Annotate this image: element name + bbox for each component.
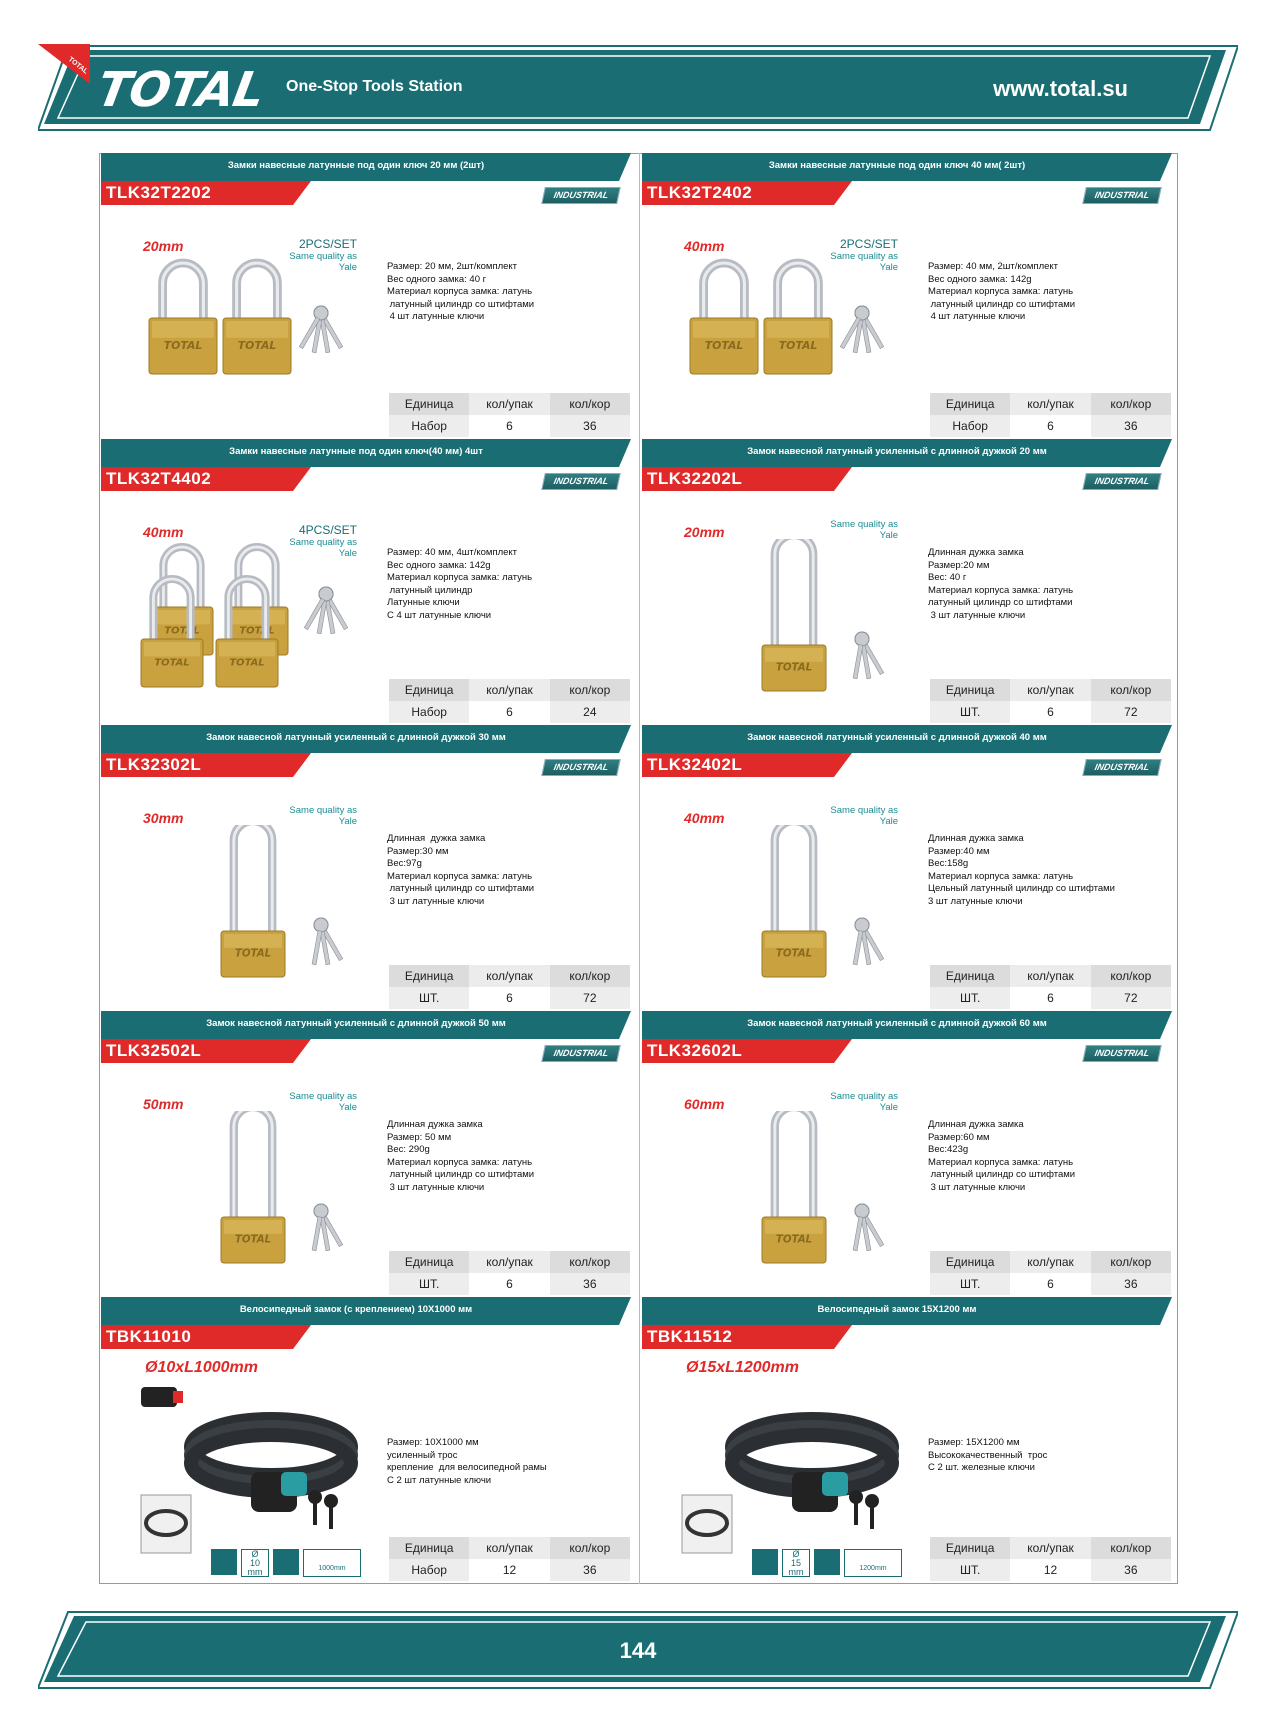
product-title: Замок навесной латунный усиленный с длинной дужкой 50 мм — [206, 1018, 506, 1029]
table-header-row — [930, 679, 1171, 701]
product-description — [387, 1437, 627, 1487]
col-header-unit: Единица — [930, 1537, 1010, 1559]
col-header-per-pack: кол/упак — [469, 393, 549, 415]
table-header-row — [389, 393, 630, 415]
per-pack-cell: 6 — [1010, 1273, 1090, 1295]
industrial-badge: INDUSTRIAL — [541, 759, 621, 776]
product-title-bar — [642, 153, 1172, 181]
size-label: 40mm — [684, 238, 725, 254]
description-line: Длинная дужка замка — [387, 1119, 483, 1130]
table-row — [930, 987, 1171, 1009]
per-box-cell: 36 — [1091, 1273, 1171, 1295]
svg-text:TOTAL: TOTAL — [234, 1233, 272, 1246]
col-header-per-box: кол/кор — [1091, 1251, 1171, 1273]
product-description — [928, 1119, 1168, 1194]
description-line: Материал корпуса замка: латунь — [928, 286, 1074, 297]
same-quality-note: Same quality as Yale — [830, 251, 898, 273]
description-line: латунный цилиндр со штифтами — [928, 597, 1073, 608]
description-line: Размер: 10X1000 мм — [387, 1437, 479, 1448]
description-line: 3 шт латунные ключи — [928, 895, 1023, 907]
unit-cell: Набор — [389, 1559, 469, 1581]
packaging-table — [930, 1537, 1171, 1581]
same-quality-note: Same quality as Yale — [830, 519, 898, 541]
svg-text:TOTAL: TOTAL — [778, 338, 818, 352]
svg-text:TOTAL: TOTAL — [775, 947, 813, 960]
product-title: Замок навесной латунный усиленный с длинной дужкой 60 мм — [747, 1018, 1047, 1029]
page-number: 144 — [619, 1638, 657, 1663]
padlock-image — [131, 253, 371, 433]
col-header-per-pack: кол/упак — [1010, 393, 1090, 415]
product-description — [387, 1119, 627, 1194]
industrial-badge: INDUSTRIAL — [541, 473, 621, 490]
description-line: 3 шт латунные ключи — [928, 609, 1026, 621]
svg-text:TOTAL: TOTAL — [775, 661, 813, 674]
unit-cell: ШТ. — [930, 1273, 1010, 1295]
description-line: латунный цилиндр со штифтами — [387, 1169, 535, 1180]
brand-logo[interactable]: TOTAL — [93, 62, 269, 118]
description-line: 3 шт латунные ключи — [387, 895, 485, 907]
pieces-per-set: 4PCS/SET — [298, 523, 357, 537]
description-line: Размер: 20 мм, 2шт/комплект — [387, 261, 518, 272]
size-label: 20mm — [143, 238, 184, 254]
unit-cell: ШТ. — [930, 1559, 1010, 1581]
product-description — [387, 547, 627, 622]
description-line: С 4 шт латунные ключи — [387, 609, 492, 621]
description-line: Материал корпуса замка: латунь — [387, 572, 533, 583]
table-header-row — [389, 1251, 630, 1273]
size-label: 40mm — [684, 810, 725, 826]
product-code: TLK32502L — [106, 1041, 202, 1060]
unit-cell: ШТ. — [930, 701, 1010, 723]
frame-mount-icon — [141, 1387, 177, 1407]
product-title: Замок навесной латунный усиленный с длинной дужкой 20 мм — [747, 446, 1047, 457]
table-row — [389, 701, 630, 723]
table-row — [930, 415, 1171, 437]
product-card[interactable] — [642, 1011, 1172, 1297]
product-title-bar — [642, 439, 1172, 467]
per-box-cell: 72 — [1091, 701, 1171, 723]
product-code: TLK32T4402 — [106, 469, 212, 488]
padlock-image — [672, 825, 912, 1005]
description-line: усиленный трос — [387, 1449, 458, 1461]
description-line: крепление для велосипедной рамы — [387, 1462, 547, 1473]
table-row — [389, 987, 630, 1009]
description-line: Цельный латунный цилиндр со штифтами — [928, 883, 1115, 894]
cable-spec-icon — [273, 1549, 299, 1575]
industrial-badge: INDUSTRIAL — [1082, 1045, 1162, 1062]
pieces-per-set: 2PCS/SET — [298, 237, 357, 251]
svg-text:TOTAL: TOTAL — [154, 657, 190, 669]
col-header-unit: Единица — [930, 965, 1010, 987]
description-line: Материал корпуса замка: латунь — [387, 1156, 533, 1168]
description-line: латунный цилиндр со штифтами — [928, 298, 1076, 310]
product-title-bar — [101, 439, 631, 467]
product-card[interactable] — [101, 725, 631, 1011]
col-header-per-box: кол/кор — [1091, 679, 1171, 701]
product-code: TLK32302L — [106, 755, 202, 774]
table-header-row — [389, 1537, 630, 1559]
description-line: С 2 шт латунные ключи — [387, 1474, 492, 1486]
unit-cell: ШТ. — [389, 987, 469, 1009]
col-header-unit: Единица — [389, 393, 469, 415]
col-header-unit: Единица — [930, 393, 1010, 415]
description-line: Вес: 40 г — [928, 572, 967, 583]
size-label: Ø10xL1000mm — [145, 1359, 258, 1376]
product-code-tag — [642, 181, 852, 205]
product-code-tag — [101, 181, 311, 205]
same-quality-note: Same quality as Yale — [830, 805, 898, 827]
column-divider — [639, 153, 640, 1584]
size-label: 40mm — [143, 524, 184, 540]
description-line: Размер: 40 мм, 2шт/комплект — [928, 261, 1059, 272]
table-header-row — [389, 965, 630, 987]
padlock-image — [131, 825, 371, 1005]
cable-lock-image — [672, 1377, 932, 1577]
product-title: Замок навесной латунный усиленный с длинной дужкой 30 мм — [206, 732, 506, 743]
table-header-row — [930, 965, 1171, 987]
table-row — [389, 1559, 630, 1581]
per-pack-cell: 6 — [469, 987, 549, 1009]
per-box-cell: 36 — [1091, 415, 1171, 437]
product-title-bar — [642, 1011, 1172, 1039]
product-code-tag — [101, 753, 311, 777]
description-line: Вес: 290g — [387, 1144, 430, 1155]
product-description — [928, 1437, 1168, 1475]
product-title-bar — [101, 1011, 631, 1039]
product-code: TBK11512 — [647, 1327, 733, 1346]
product-title-bar — [101, 153, 631, 181]
size-label: 20mm — [684, 524, 725, 540]
col-header-per-box: кол/кор — [550, 679, 630, 701]
packaging-table — [389, 393, 630, 437]
product-card[interactable] — [642, 439, 1172, 725]
padlock-image — [672, 1111, 912, 1291]
tagline: One-Stop Tools Station — [286, 78, 463, 95]
product-title-bar — [642, 725, 1172, 753]
col-header-per-box: кол/кор — [1091, 965, 1171, 987]
product-card[interactable] — [642, 153, 1172, 439]
product-title: Замки навесные латунные под один ключ(40 мм) 4шт — [229, 446, 483, 457]
description-line: латунный цилиндр — [387, 584, 473, 596]
description-line: Материал корпуса замка: латунь — [387, 286, 533, 297]
padlock-image — [672, 253, 912, 433]
per-pack-cell: 12 — [1010, 1559, 1090, 1581]
product-title: Велосипедный замок (с креплением) 10X1000 мм — [239, 1304, 473, 1315]
description-line: Длинная дужка замка — [928, 1119, 1024, 1130]
description-line: Вес одного замка: 142g — [928, 273, 1032, 285]
product-card[interactable] — [642, 725, 1172, 1011]
size-label: 30mm — [143, 810, 184, 826]
size-label: Ø15xL1200mm — [686, 1359, 799, 1376]
col-header-per-box: кол/кор — [550, 393, 630, 415]
description-line: Вес:158g — [928, 858, 969, 869]
product-code: TBK11010 — [106, 1327, 192, 1346]
unit-cell: Набор — [930, 415, 1010, 437]
description-line: Материал корпуса замка: латунь — [387, 870, 533, 882]
description-line: Латунные ключи — [387, 597, 460, 608]
col-header-unit: Единица — [389, 679, 469, 701]
description-line: Размер: 50 мм — [387, 1131, 452, 1143]
product-card[interactable] — [101, 439, 631, 725]
description-line: латунный цилиндр со штифтами — [387, 298, 535, 310]
packaging-table — [930, 679, 1171, 723]
col-header-per-pack: кол/упак — [469, 679, 549, 701]
per-pack-cell: 6 — [469, 415, 549, 437]
description-line: С 2 шт. железные ключи — [928, 1462, 1035, 1473]
description-line: Материал корпуса замка: латунь — [928, 584, 1074, 596]
product-title-bar — [642, 1297, 1172, 1325]
length-spec-icon: 1200mm — [844, 1549, 902, 1577]
industrial-badge: INDUSTRIAL — [541, 187, 621, 204]
same-quality-note: Same quality as Yale — [289, 537, 357, 559]
per-pack-cell: 6 — [469, 701, 549, 723]
col-header-unit: Единица — [389, 1537, 469, 1559]
website-link[interactable]: www.total.su — [993, 76, 1128, 101]
description-line: 4 шт латунные ключи — [928, 311, 1026, 322]
description-line: 3 шт латунные ключи — [387, 1181, 485, 1193]
same-quality-note: Same quality as Yale — [289, 805, 357, 827]
svg-text:TOTAL: TOTAL — [234, 947, 272, 960]
product-code-tag — [642, 467, 852, 491]
pieces-per-set: 2PCS/SET — [839, 237, 898, 251]
packaging-table — [930, 965, 1171, 1009]
svg-text:TOTAL: TOTAL — [237, 338, 277, 352]
unit-cell: ШТ. — [389, 1273, 469, 1295]
packaging-table — [389, 965, 630, 1009]
diameter-spec-icon: Ø 15 mm — [782, 1549, 810, 1577]
cable-spec-icon — [814, 1549, 840, 1575]
product-description — [928, 833, 1168, 908]
svg-text:TOTAL: TOTAL — [229, 657, 265, 669]
table-header-row — [930, 1251, 1171, 1273]
description-line: Материал корпуса замка: латунь — [928, 870, 1074, 882]
page-footer — [38, 1610, 1238, 1690]
product-title-bar — [101, 1297, 631, 1325]
description-line: Материал корпуса замка: латунь — [928, 1156, 1074, 1168]
col-header-per-box: кол/кор — [550, 1537, 630, 1559]
product-code-tag — [642, 1039, 852, 1063]
description-line: Размер:40 мм — [928, 845, 990, 857]
description-line: латунный цилиндр со штифтами — [387, 883, 535, 894]
product-code-tag — [101, 1325, 311, 1349]
size-label: 50mm — [143, 1096, 184, 1112]
description-line: латунный цилиндр со штифтами — [928, 1169, 1076, 1180]
length-spec-icon: 1000mm — [303, 1549, 361, 1577]
description-line: Высококачественный трос — [928, 1449, 1048, 1461]
product-title: Велосипедный замок 15X1200 мм — [817, 1304, 977, 1315]
per-box-cell: 36 — [550, 415, 630, 437]
unit-cell: Набор — [389, 415, 469, 437]
description-line: Размер:30 мм — [387, 845, 449, 857]
packaging-table — [930, 393, 1171, 437]
industrial-badge: INDUSTRIAL — [1082, 473, 1162, 490]
svg-text:TOTAL: TOTAL — [239, 625, 275, 637]
padlock-image — [672, 539, 912, 719]
diameter-spec-icon: Ø 10 mm — [241, 1549, 269, 1577]
per-pack-cell: 6 — [469, 1273, 549, 1295]
product-card[interactable] — [642, 1297, 1172, 1583]
product-code-tag — [101, 1039, 311, 1063]
product-title: Замки навесные латунные под один ключ 20 мм (2шт) — [227, 160, 485, 171]
col-header-unit: Единица — [389, 1251, 469, 1273]
industrial-badge: INDUSTRIAL — [1082, 187, 1162, 204]
svg-text:TOTAL: TOTAL — [163, 338, 203, 352]
product-description — [928, 547, 1168, 622]
product-title-bar — [101, 725, 631, 753]
product-card[interactable] — [101, 1297, 631, 1583]
per-box-cell: 36 — [550, 1559, 630, 1581]
description-line: Длинная дужка замка — [928, 833, 1024, 844]
packaging-table — [389, 1251, 630, 1295]
spec-icons — [211, 1549, 361, 1577]
col-header-per-pack: кол/упак — [1010, 679, 1090, 701]
per-pack-cell: 6 — [1010, 987, 1090, 1009]
svg-text:TOTAL: TOTAL — [164, 625, 200, 637]
per-box-cell: 24 — [550, 701, 630, 723]
col-header-per-pack: кол/упак — [1010, 1251, 1090, 1273]
lock-spec-icon — [211, 1549, 237, 1575]
product-card[interactable] — [101, 153, 631, 439]
industrial-badge: INDUSTRIAL — [541, 1045, 621, 1062]
unit-cell: ШТ. — [930, 987, 1010, 1009]
col-header-per-box: кол/кор — [1091, 393, 1171, 415]
table-row — [930, 1273, 1171, 1295]
description-line: Размер: 15X1200 мм — [928, 1437, 1020, 1448]
description-line: Длинная дужка замка — [928, 547, 1024, 558]
table-header-row — [389, 679, 630, 701]
svg-text:TOTAL: TOTAL — [775, 1233, 813, 1246]
unit-cell: Набор — [389, 701, 469, 723]
page-header — [38, 44, 1238, 132]
per-pack-cell: 6 — [1010, 701, 1090, 723]
same-quality-note: Same quality as Yale — [289, 1091, 357, 1113]
product-code-tag — [642, 1325, 852, 1349]
description-line: Размер:20 мм — [928, 559, 990, 571]
product-description — [928, 261, 1168, 324]
per-box-cell: 36 — [550, 1273, 630, 1295]
industrial-badge: INDUSTRIAL — [1082, 759, 1162, 776]
description-line: 3 шт латунные ключи — [928, 1181, 1026, 1193]
table-row — [930, 701, 1171, 723]
product-title: Замки навесные латунные под один ключ 40 мм( 2шт) — [768, 160, 1026, 171]
size-label: 60mm — [684, 1096, 725, 1112]
table-row — [930, 1559, 1171, 1581]
col-header-unit: Единица — [930, 679, 1010, 701]
product-card[interactable] — [101, 1011, 631, 1297]
packaging-table — [389, 1537, 630, 1581]
per-box-cell: 72 — [1091, 987, 1171, 1009]
description-line: Размер: 40 мм, 4шт/комплект — [387, 547, 518, 558]
product-title: Замок навесной латунный усиленный с длинной дужкой 40 мм — [747, 732, 1047, 743]
corner-badge-icon — [38, 44, 90, 84]
product-code: TLK32T2402 — [647, 183, 753, 202]
col-header-per-pack: кол/упак — [469, 1537, 549, 1559]
per-box-cell: 36 — [1091, 1559, 1171, 1581]
col-header-per-box: кол/кор — [1091, 1537, 1171, 1559]
padlock-image — [131, 539, 371, 719]
packaging-table — [389, 679, 630, 723]
product-description — [387, 261, 627, 324]
col-header-per-box: кол/кор — [550, 965, 630, 987]
lock-spec-icon — [752, 1549, 778, 1575]
col-header-per-pack: кол/упак — [469, 1251, 549, 1273]
product-code: TLK32402L — [647, 755, 743, 774]
spec-icons — [752, 1549, 902, 1577]
per-box-cell: 72 — [550, 987, 630, 1009]
description-line: Размер:60 мм — [928, 1131, 990, 1143]
description-line: Вес одного замка: 142g — [387, 559, 491, 571]
product-code-tag — [101, 467, 311, 491]
description-line: 4 шт латунные ключи — [387, 311, 485, 322]
col-header-per-box: кол/кор — [550, 1251, 630, 1273]
product-code: TLK32602L — [647, 1041, 743, 1060]
product-code-tag — [642, 753, 852, 777]
per-pack-cell: 6 — [1010, 415, 1090, 437]
padlock-image — [131, 1111, 371, 1291]
same-quality-note: Same quality as Yale — [289, 251, 357, 273]
col-header-per-pack: кол/упак — [1010, 965, 1090, 987]
product-description — [387, 833, 627, 908]
col-header-unit: Единица — [389, 965, 469, 987]
svg-text:TOTAL: TOTAL — [66, 56, 89, 76]
description-line: Длинная дужка замка — [387, 833, 486, 844]
table-row — [389, 415, 630, 437]
table-header-row — [930, 393, 1171, 415]
col-header-unit: Единица — [930, 1251, 1010, 1273]
packaging-table — [930, 1251, 1171, 1295]
table-row — [389, 1273, 630, 1295]
col-header-per-pack: кол/упак — [469, 965, 549, 987]
description-line: Вес одного замка: 40 г — [387, 273, 487, 285]
col-header-per-pack: кол/упак — [1010, 1537, 1090, 1559]
description-line: Вес:423g — [928, 1144, 969, 1155]
table-header-row — [930, 1537, 1171, 1559]
cable-lock-image — [131, 1377, 391, 1577]
same-quality-note: Same quality as Yale — [830, 1091, 898, 1113]
description-line: Вес:97g — [387, 858, 422, 869]
product-code: TLK32202L — [647, 469, 743, 488]
per-pack-cell: 12 — [469, 1559, 549, 1581]
svg-text:TOTAL: TOTAL — [704, 338, 744, 352]
product-code: TLK32T2202 — [106, 183, 212, 202]
